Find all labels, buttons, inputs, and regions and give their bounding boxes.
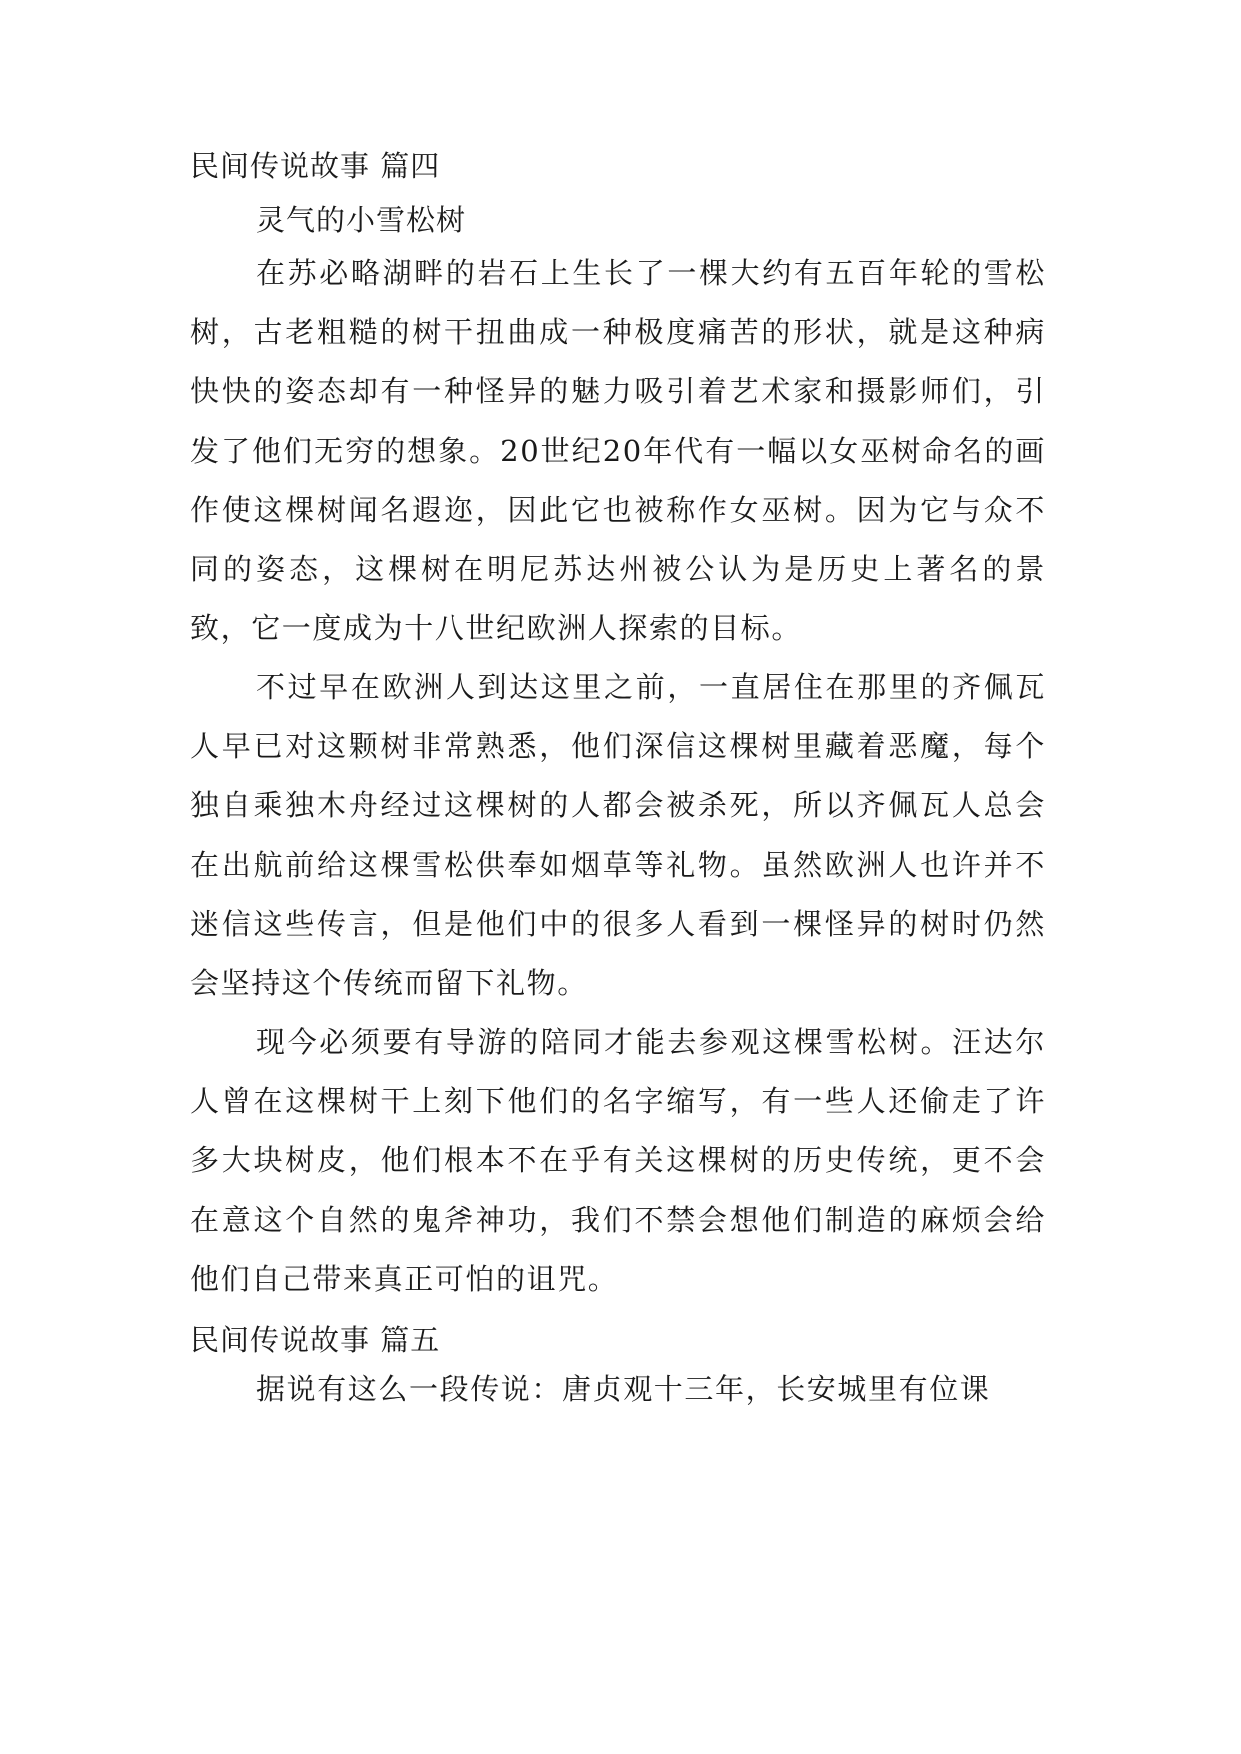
story-title: 灵气的小雪松树 bbox=[256, 203, 467, 237]
paragraph-2: 不过早在欧洲人到达这里之前，一直居住在那里的齐佩瓦人早已对这颗树非常熟悉，他们深信这棵树里藏着恶魔，每个独自乘独木舟经过这棵树的人都会被杀死，所以齐佩瓦人总会在出航前给这棵雪松供奉如烟草等礼物。虽然欧洲人也许并不迷信这些传言，但是他们中的很多人看到一棵怪异的树时仍然会坚持这个传统而留下礼物。 bbox=[190, 670, 1046, 1001]
paragraph-3: 现今必须要有导游的陪同才能去参观这棵雪松树。汪达尔人曾在这棵树干上刻下他们的名字缩写，有一些人还偷走了许多大块树皮，他们根本不在乎有关这棵树的历史传统，更不会在意这个自然的鬼斧神功，我们不禁会想他们制造的麻烦会给他们自己带来真正可怕的诅咒。 bbox=[190, 1025, 1046, 1296]
paragraph-4: 据说有这么一段传说：唐贞观十三年，长安城里有位课 bbox=[256, 1372, 991, 1406]
paragraph-1: 在苏必略湖畔的岩石上生长了一棵大约有五百年轮的雪松树，古老粗糙的树干扭曲成一种极度痛苦的形状，就是这种病快快的姿态却有一种怪异的魅力吸引着艺术家和摄影师们，引发了他们无穷的想象。20世纪20年代有一幅以女巫树命名的画作使这棵树闻名遐迩，因此它也被称作女巫树。因为它与众不同的姿态，这棵树在明尼苏达州被公认为是历史上著名的景致，它一度成为十八世纪欧洲人探索的目标。 bbox=[190, 256, 1046, 646]
section-heading-5: 民间传说故事 篇五 bbox=[190, 1323, 441, 1357]
section-heading-4: 民间传说故事 篇四 bbox=[190, 149, 441, 183]
